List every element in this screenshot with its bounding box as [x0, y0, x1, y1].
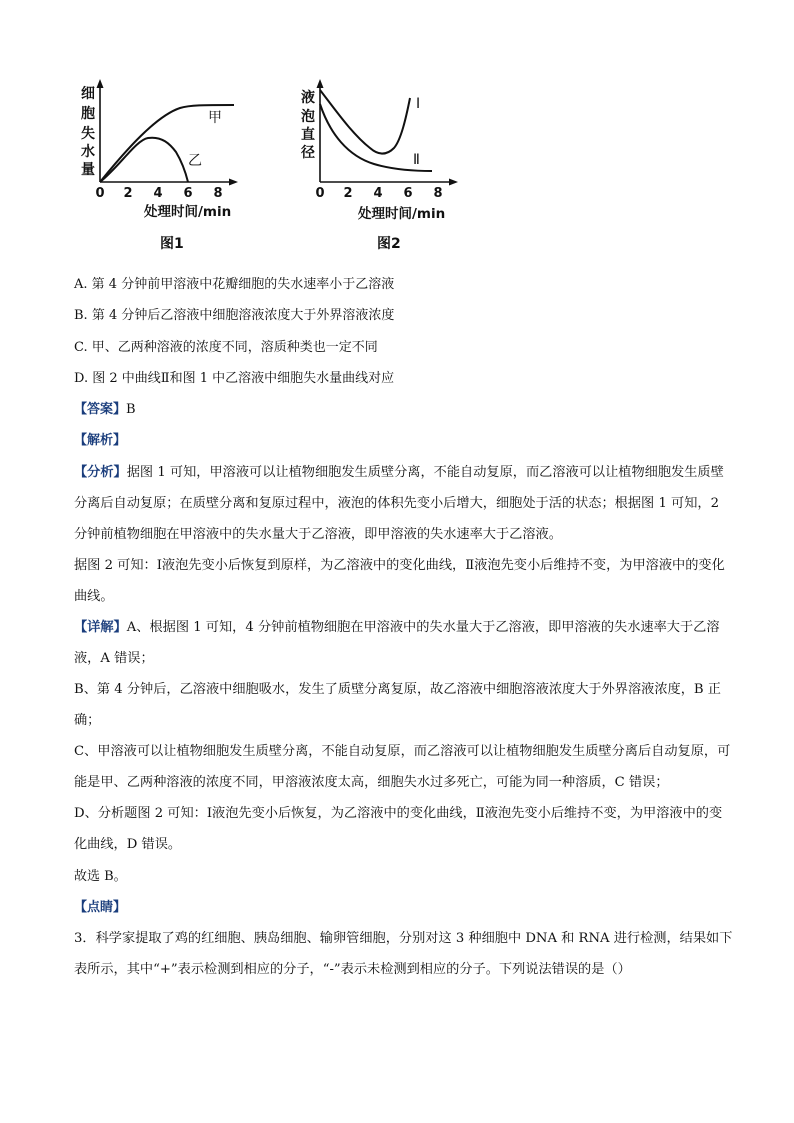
fig2-ylabel-char: 直 [301, 127, 315, 143]
fig1-tick: 6 [183, 186, 193, 201]
detail-c: C、甲溶液可以让植物细胞发生质壁分离，不能自动复原，而乙溶液可以让植物细胞发生质壁分离后自动复原，可能是甲、乙两种溶液的浓度不同，甲溶液浓度太高，细胞失水过多死亡，可能为同一种溶质，C 错误； [74, 744, 731, 790]
option-d: D. 图 2 中曲线Ⅱ和图 1 中乙溶液中细胞失水量曲线对应 [74, 371, 395, 386]
fig1-caption: 图1 [160, 236, 184, 252]
xiangjie-text: A、根据图 1 可知，4 分钟前植物细胞在甲溶液中的失水量大于乙溶液，即甲溶液的失水速率大于乙溶液，A 错误； [74, 620, 720, 666]
option-b: B. 第 4 分钟后乙溶液中细胞溶液浓度大于外界溶液浓度 [74, 308, 395, 323]
xiangjie-tag: 【详解】 [74, 620, 127, 635]
fig2-caption: 图2 [377, 236, 401, 252]
answer-value: B [126, 402, 136, 417]
fig1-y-arrow [97, 79, 104, 88]
fig2-note: 据图 2 可知：Ⅰ液泡先变小后恢复到原样，为乙溶液中的变化曲线，Ⅱ液泡先变小后维持不变，为甲溶液中的变化曲线。 [74, 558, 725, 604]
fig2-series-II-label: Ⅱ [413, 152, 420, 168]
fig1-ylabel-char: 量 [81, 162, 95, 178]
fig1-tick: 4 [153, 186, 163, 201]
fig2-xlabel: 处理时间/min [358, 206, 446, 222]
fenxi-tag: 【分析】 [74, 465, 127, 480]
fig2-series-I-label: Ⅰ [416, 96, 421, 112]
fig2-ylabel [300, 89, 315, 161]
fig2-ylabel-char: 泡 [301, 109, 315, 125]
fig2-ylabel-char: 径 [301, 145, 315, 161]
answer [74, 402, 136, 418]
fig1-x-ticks [95, 186, 222, 201]
detail-b: B、第 4 分钟后，乙溶液中细胞吸水，发生了质壁分离复原，故乙溶液中细胞溶液浓度大于外界溶液浓度，B 正确； [74, 682, 721, 728]
detail-a [74, 612, 734, 674]
fig1-series-jia-label: 甲 [208, 110, 222, 126]
analysis-tag: 【解析】 [74, 433, 127, 448]
fig1-tick: 8 [213, 186, 223, 201]
dianjing-heading [74, 900, 126, 916]
detail-d: D、分析题图 2 可知：Ⅰ液泡先变小后恢复，为乙溶液中的变化曲线，Ⅱ液泡先变小后维持不变，为甲溶液中的变化曲线，D 错误。 [74, 806, 723, 852]
fig2-tick: 8 [433, 186, 443, 201]
dianjing-tag: 【点睛】 [74, 900, 127, 915]
answer-tag: 【答案】 [74, 402, 127, 417]
fig1-ylabel-char: 失 [81, 126, 95, 142]
fig2-y-arrow [317, 79, 324, 88]
fenxi-text: 据图 1 可知，甲溶液可以让植物细胞发生质壁分离，不能自动复原，而乙溶液可以让植物细胞发生质壁分离后自动复原；在质壁分离和复原过程中，液泡的体积先变小后增大，细胞处于活的状态；根据图 1 可知，2 分钟前植物细胞在甲溶液中的失水量大于乙溶液，即甲溶液的失水速率大于乙溶液。 [74, 465, 724, 542]
figure-2 [298, 78, 478, 262]
fig1-series-yi-label: 乙 [188, 153, 202, 169]
conclusion: 故选 B。 [74, 869, 127, 884]
fig1-ylabel [81, 86, 95, 178]
fig2-series-I [320, 90, 410, 154]
option-a: A. 第 4 分钟前甲溶液中花瓣细胞的失水速率小于乙溶液 [74, 277, 395, 292]
fig2-tick: 2 [343, 186, 353, 201]
fig2-ylabel-char: 液 [301, 90, 315, 106]
question-3: 3．科学家提取了鸡的红细胞、胰岛细胞、输卵管细胞，分别对这 3 种细胞中 DNA 和 RNA 进行检测，结果如下表所示，其中“+”表示检测到相应的分子，“-”表示未检测到相应的分子。下列说法错误的是（） [74, 931, 733, 977]
fig2-x-arrow [449, 179, 458, 186]
fig1-tick: 0 [95, 186, 105, 201]
fig2-tick: 6 [403, 186, 413, 201]
fig2-x-ticks [315, 186, 442, 201]
fig2-tick: 4 [373, 186, 383, 201]
figure-1 [78, 78, 258, 262]
analysis-paragraph [74, 457, 734, 550]
fig1-xlabel: 处理时间/min [144, 204, 232, 220]
fig1-x-arrow [229, 179, 238, 186]
fig2-tick: 0 [315, 186, 325, 201]
fig1-series-yi [100, 138, 188, 182]
fig1-ylabel-char: 胞 [81, 106, 95, 122]
fig1-tick: 2 [123, 186, 133, 201]
fig1-ylabel-char: 细 [81, 86, 95, 102]
fig1-ylabel-char: 水 [81, 144, 95, 160]
option-c: C. 甲、乙两种溶液的浓度不同，溶质种类也一定不同 [74, 340, 378, 355]
analysis-heading [74, 433, 126, 449]
